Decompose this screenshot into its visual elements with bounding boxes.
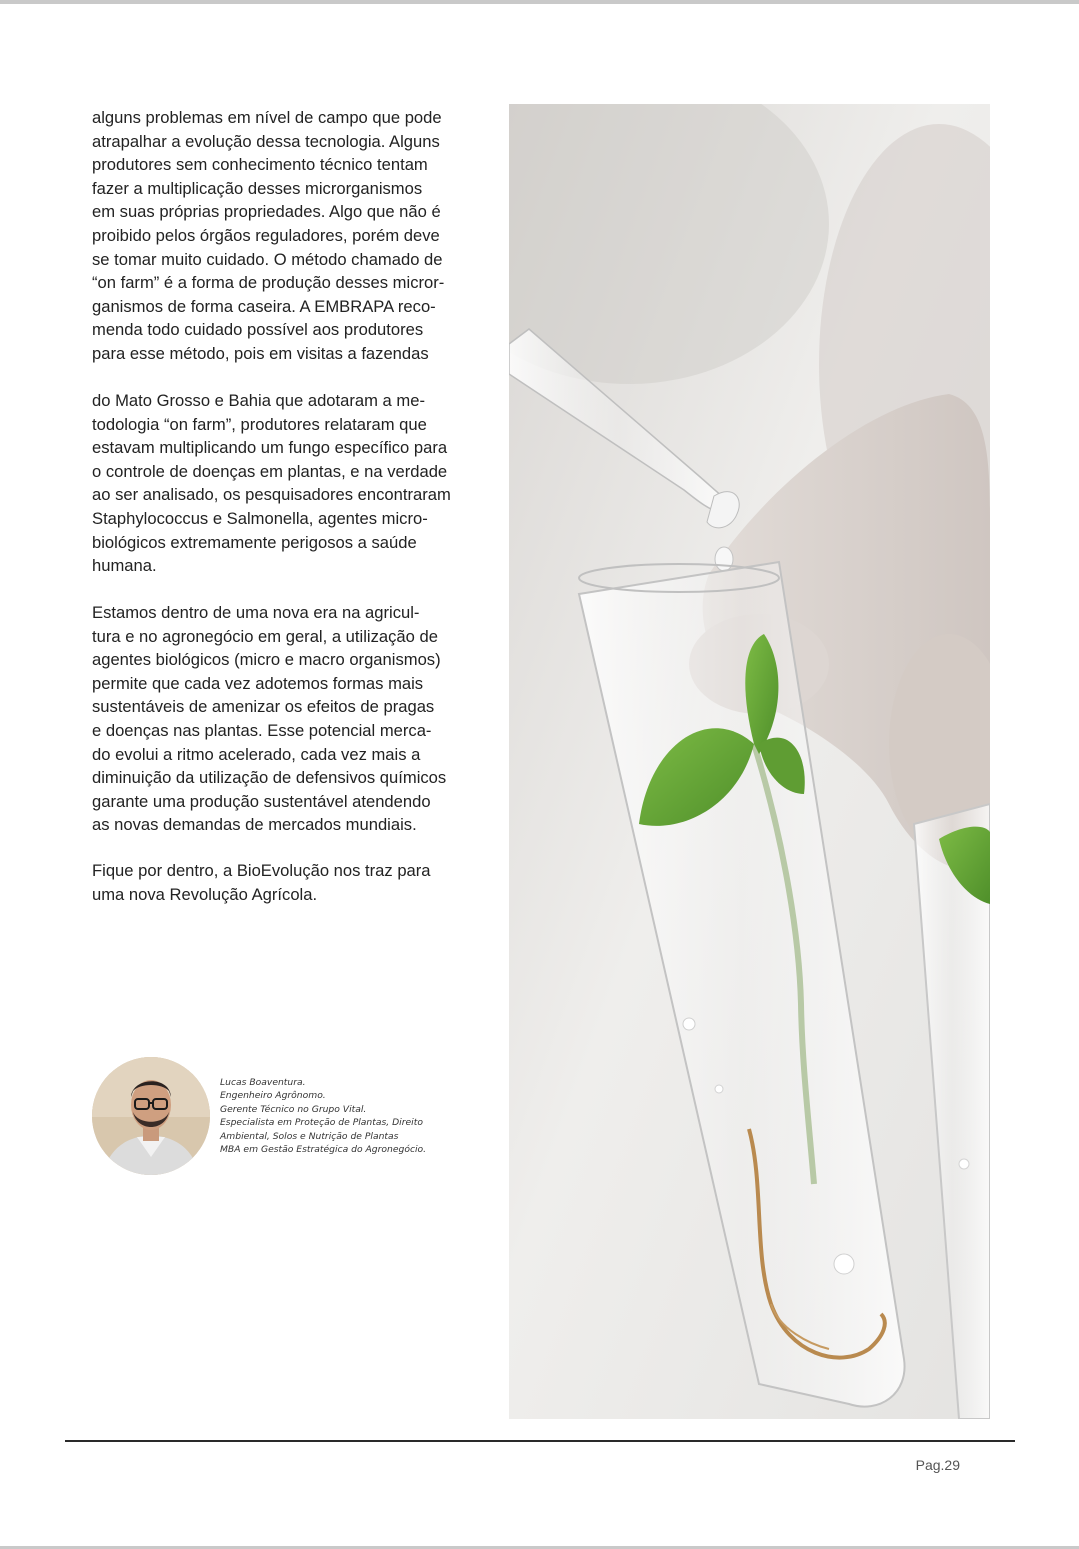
article-paragraph: do Mato Grosso e Bahia que adotaram a me- todologia “on farm”, produtores relataram que estavam multiplicando um fungo específico para o controle de doenças em plantas, e na verdade ao ser analisado, os pesquisadores encontraram Staphylococcus e Salmonella, agentes micro- biológicos extremamente perigosos a saúde humana.: [92, 391, 451, 576]
article-paragraph: Fique por dentro, a BioEvolução nos traz para uma nova Revolução Agrícola.: [92, 861, 431, 904]
author-box: [92, 1057, 512, 1177]
page-number: Pag.29: [915, 1457, 960, 1473]
author-credentials: [220, 1076, 520, 1156]
author-credential-line: Especialista em Proteção de Plantas, Direito: [220, 1117, 423, 1129]
top-border: [0, 0, 1079, 4]
author-credential-line: Gerente Técnico no Grupo Vital.: [220, 1103, 367, 1115]
author-credential-line: Ambiental, Solos e Nutrição de Plantas: [220, 1130, 399, 1142]
footer-divider: [65, 1440, 1015, 1442]
author-credential-line: MBA em Gestão Estratégica do Agronegócio.: [220, 1144, 427, 1156]
article-paragraph: Estamos dentro de uma nova era na agricul- tura e no agronegócio em geral, a utilização de agentes biológicos (micro e macro organismos) permite que cada vez adotemos formas mais sustentáveis de amenizar os efeitos de pragas e doenças nas plantas. Esse potencial merca- do evolui a ritmo acelerado, cada vez mais a diminuição da utilização de defensivos químicos garante uma produção sustentável atendendo as novas demandas de mercados mundiais.: [92, 603, 447, 835]
lab-seedling-photo: [509, 104, 990, 1419]
author-avatar: [92, 1057, 210, 1175]
article-paragraph: alguns problemas em nível de campo que pode atrapalhar a evolução dessa tecnologia. Alguns produtores sem conhecimento técnico tentam fazer a multiplicação desses microrganismos em suas próprias propriedades. Algo que não é proibido pelos órgãos reguladores, porém deve se tomar muito cuidado. O método chamado de “on farm” é a forma de produção desses micror- ganismos de forma caseira. A EMBRAPA reco- menda todo cuidado possível aos produtores para esse método, pois em visitas a fazendas: [92, 108, 445, 363]
author-name: Lucas Boaventura.: [220, 1077, 306, 1088]
author-credential-line: Engenheiro Agrônomo.: [220, 1090, 326, 1102]
